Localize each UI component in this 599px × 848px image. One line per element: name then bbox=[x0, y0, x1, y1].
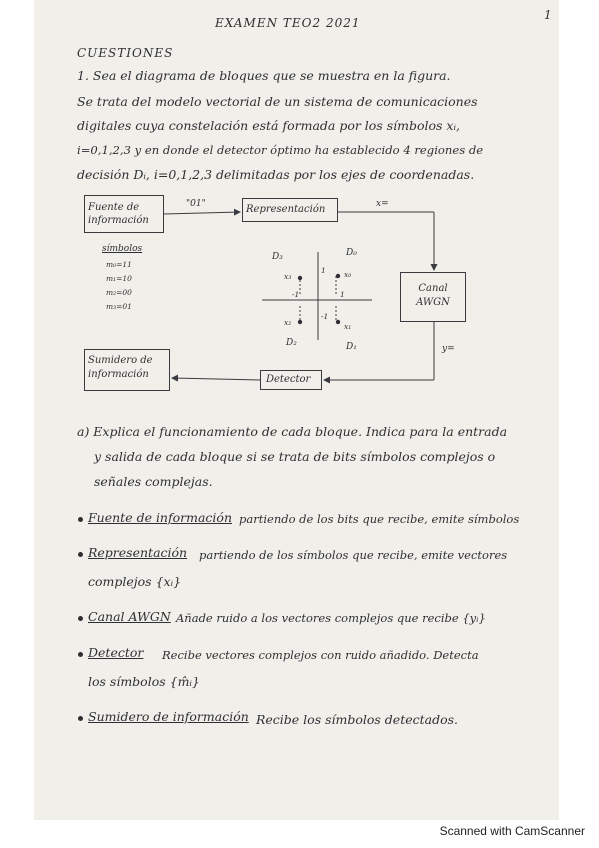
region-d3: D₃ bbox=[272, 252, 283, 262]
detector-label: Detector bbox=[266, 374, 311, 385]
item-5-name: Sumidero de información bbox=[88, 709, 249, 724]
channel-label: Canal AWGN bbox=[416, 283, 450, 308]
symbol-m1: m₁=10 bbox=[106, 274, 132, 283]
question-line-3: digitales cuya constelación está formada por los símbolos xᵢ, bbox=[77, 118, 460, 133]
point-x1: x₁ bbox=[344, 322, 352, 331]
diagram-connectors bbox=[34, 0, 559, 420]
bullet-1 bbox=[78, 517, 83, 522]
region-d0: D₀ bbox=[346, 248, 357, 258]
question-line-4: i=0,1,2,3 y en donde el detector óptimo ha establecido 4 regiones de bbox=[77, 143, 484, 157]
item-3-name: Canal AWGN bbox=[88, 609, 171, 624]
answer-prompt-3: señales complejas. bbox=[94, 474, 213, 489]
tick-pos-x: 1 bbox=[340, 290, 345, 299]
symbol-m0: m₀=11 bbox=[106, 260, 132, 269]
item-1-name: Fuente de información bbox=[88, 510, 232, 525]
scanner-watermark: Scanned with CamScanner bbox=[439, 824, 585, 838]
item-4-text: Recibe vectores complejos con ruido añadido. Detecta bbox=[162, 648, 479, 662]
x-label: x= bbox=[376, 199, 389, 209]
item-3-text: Añade ruido a los vectores complejos que recibe {yᵢ} bbox=[176, 611, 486, 625]
section-title: CUESTIONES bbox=[77, 46, 174, 60]
region-d1: D₁ bbox=[346, 342, 357, 352]
question-line-1: 1. Sea el diagrama de bloques que se muestra en la figura. bbox=[77, 68, 451, 83]
bullet-3 bbox=[78, 616, 83, 621]
item-4-name: Detector bbox=[88, 645, 144, 660]
bits-label: "01" bbox=[186, 199, 206, 209]
tick-neg-y: -1 bbox=[321, 312, 329, 321]
bullet-4 bbox=[78, 652, 83, 657]
sink-label: Sumidero de información bbox=[88, 355, 153, 380]
tick-neg-x: -1 bbox=[292, 290, 300, 299]
point-x3: x₃ bbox=[284, 272, 292, 281]
representation-label: Representación bbox=[246, 204, 326, 215]
region-d2: D₂ bbox=[286, 338, 297, 348]
item-2-text-2: complejos {xᵢ} bbox=[88, 574, 182, 589]
item-4-text-2: los símbolos {m̂ᵢ} bbox=[88, 674, 200, 689]
symbol-m2: m₂=00 bbox=[106, 288, 132, 297]
source-label: Fuente de información bbox=[88, 202, 149, 226]
question-line-5: decisión Dᵢ, i=0,1,2,3 delimitadas por los ejes de coordenadas. bbox=[77, 167, 475, 182]
exam-title: EXAMEN TEO2 2021 bbox=[215, 16, 361, 30]
symbol-m3: m₃=01 bbox=[106, 302, 132, 311]
point-x0: x₀ bbox=[344, 270, 352, 279]
point-x2: x₂ bbox=[284, 318, 292, 327]
scanned-page bbox=[34, 0, 559, 820]
item-2-text: partiendo de los símbolos que recibe, emite vectores bbox=[199, 548, 508, 562]
page-number: 1 bbox=[544, 8, 553, 22]
item-1-text: partiendo de los bits que recibe, emite símbolos bbox=[239, 512, 520, 526]
tick-pos-y: 1 bbox=[321, 266, 326, 275]
bullet-5 bbox=[78, 716, 83, 721]
answer-prompt-2: y salida de cada bloque si se trata de bits símbolos complejos o bbox=[94, 449, 496, 464]
bullet-2 bbox=[78, 552, 83, 557]
symbols-title: símbolos bbox=[102, 244, 143, 254]
answer-prompt-1: a) Explica el funcionamiento de cada bloque. Indica para la entrada bbox=[77, 424, 508, 439]
y-label: y= bbox=[442, 344, 455, 354]
question-line-2: Se trata del modelo vectorial de un sistema de comunicaciones bbox=[77, 94, 478, 109]
item-2-name: Representación bbox=[88, 545, 188, 560]
item-5-text: Recibe los símbolos detectados. bbox=[256, 712, 459, 727]
